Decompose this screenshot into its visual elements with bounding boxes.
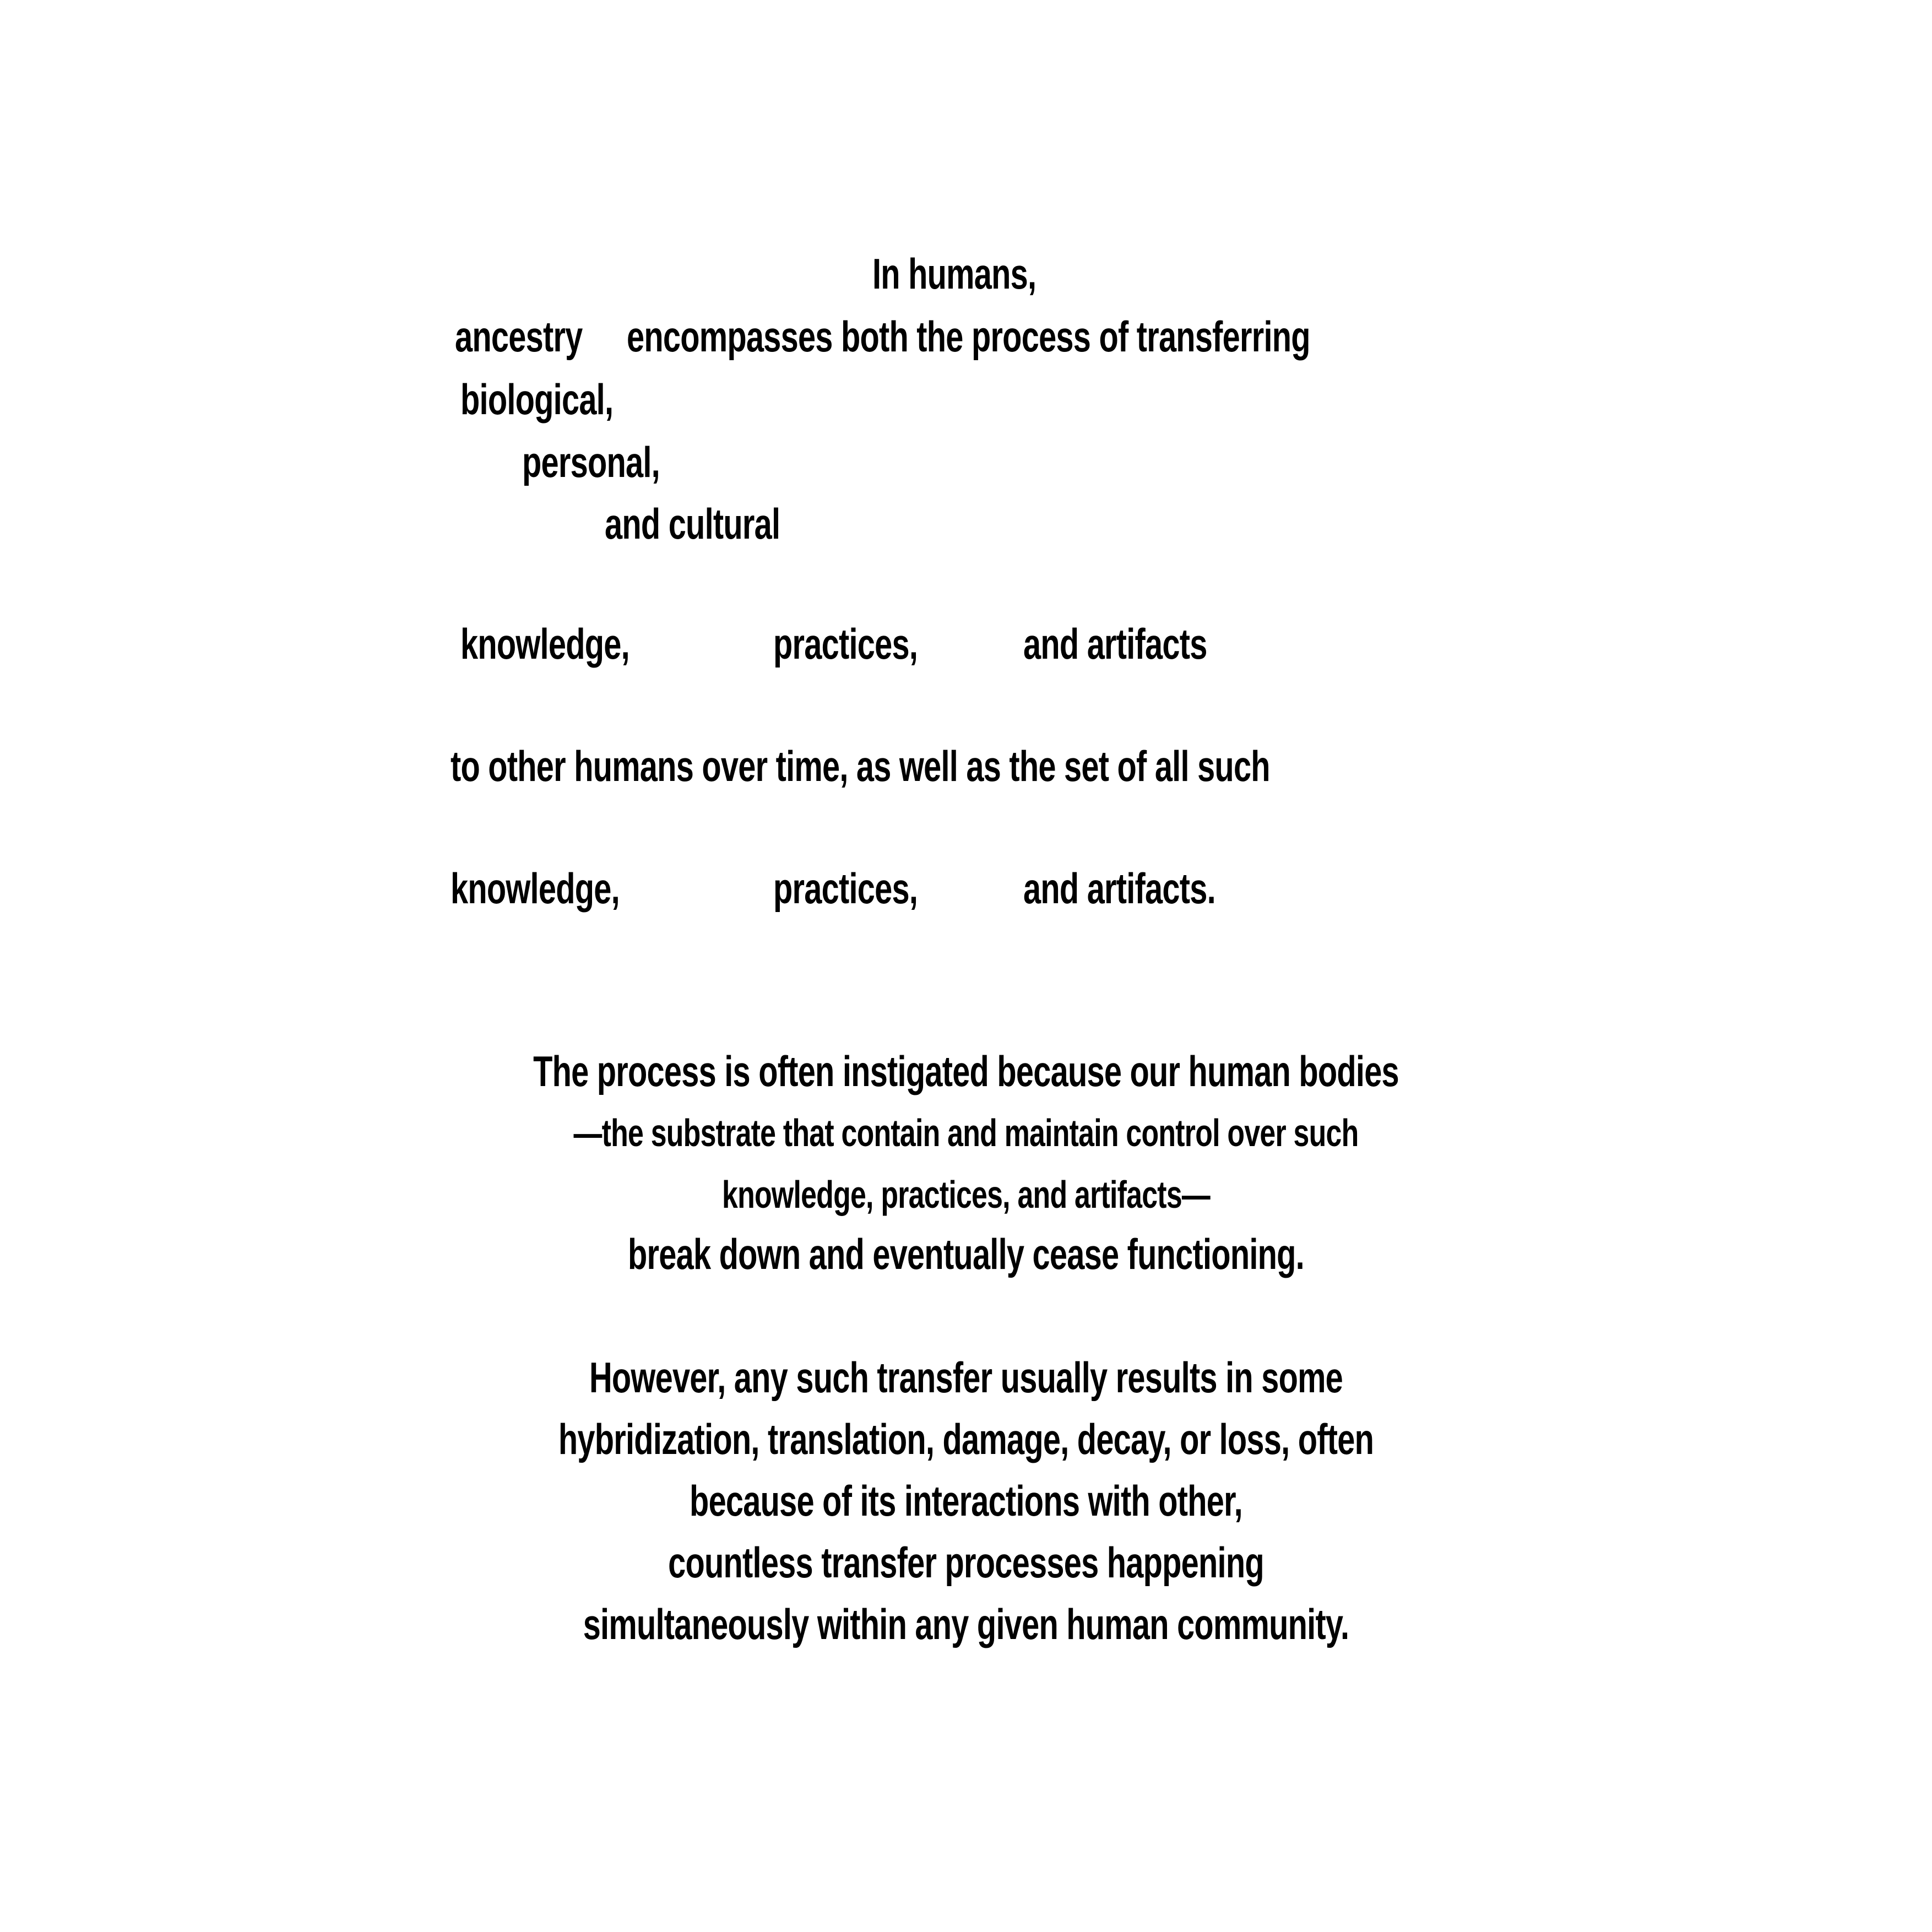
- however-line-3: because of its interactions with other,: [690, 1477, 1242, 1525]
- however-line-5: simultaneously within any given human community.: [583, 1600, 1349, 1648]
- row1-artifacts: and artifacts: [1023, 620, 1207, 668]
- row2-practices: practices,: [773, 864, 918, 913]
- line-personal: personal,: [522, 438, 660, 486]
- process-line-1: The process is often instigated because our human bodies: [533, 1047, 1399, 1095]
- however-line-2: hybridization, translation, damage, decay, or loss, often: [558, 1415, 1374, 1463]
- row1-practices: practices,: [773, 620, 918, 668]
- line-encompasses: encompasses both the process of transferring: [627, 312, 1310, 361]
- process-line-4: break down and eventually cease functioning.: [628, 1230, 1304, 1278]
- line-ancestry: ancestry: [455, 312, 583, 361]
- row2-knowledge: knowledge,: [451, 864, 620, 913]
- however-line-4: countless transfer processes happening: [668, 1538, 1264, 1587]
- row2-artifacts: and artifacts.: [1023, 864, 1215, 913]
- line-in-humans: In humans,: [872, 249, 1036, 298]
- however-line-1: However, any such transfer usually results in some: [589, 1353, 1343, 1402]
- row1-knowledge: knowledge,: [460, 620, 629, 668]
- line-to-other-humans: to other humans over time, as well as the set of all such: [451, 742, 1270, 790]
- line-biological: biological,: [460, 375, 614, 424]
- line-cultural: and cultural: [605, 500, 780, 548]
- process-line-2: —the substrate that contain and maintain control over such: [573, 1111, 1359, 1154]
- process-line-3: knowledge, practices, and artifacts—: [722, 1173, 1210, 1216]
